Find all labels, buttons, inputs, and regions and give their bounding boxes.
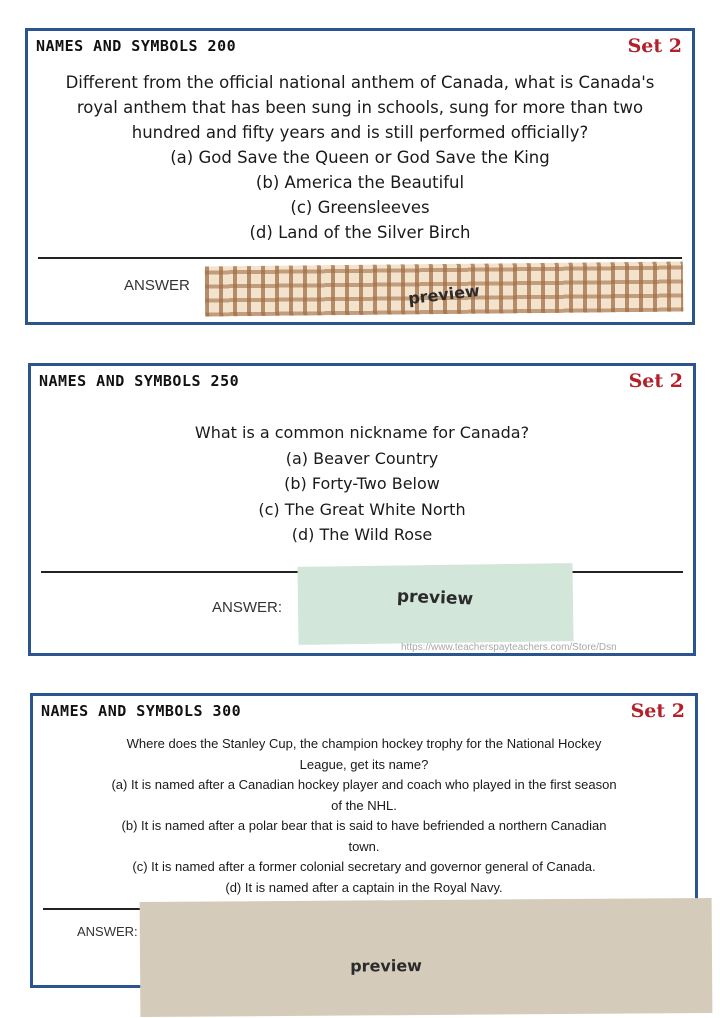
option-a: (a) It is named after a Canadian hockey player and coach who played in the first season xyxy=(111,777,617,792)
preview-tape xyxy=(297,563,573,645)
question-block xyxy=(28,70,692,245)
preview-text: preview xyxy=(396,586,474,610)
question-block xyxy=(31,420,693,548)
option-c: (c) It is named after a former colonial secretary and governor general of Canada. xyxy=(132,859,596,874)
divider-line xyxy=(38,257,682,259)
option-b: (b) It is named after a polar bear that is said to have befriended a northern Canadian xyxy=(121,818,607,833)
option-c: (c) The Great White North xyxy=(258,499,466,519)
preview-tape xyxy=(140,898,713,1017)
option-a-cont: of the NHL. xyxy=(331,797,397,813)
preview-text: preview xyxy=(350,956,422,976)
question-line: Different from the official national anthem of Canada, what is Canada's xyxy=(65,73,655,92)
preview-text: preview xyxy=(407,280,481,308)
card-heading: NAMES AND SYMBOLS 300 xyxy=(41,702,242,720)
set-label: Set 2 xyxy=(630,700,685,722)
option-a: (a) Beaver Country xyxy=(285,448,439,468)
answer-label: ANSWER xyxy=(124,277,190,294)
answer-label: ANSWER: xyxy=(77,924,138,939)
option-b-cont: town. xyxy=(348,838,380,854)
question-line: League, get its name? xyxy=(299,756,429,772)
option-a: (a) God Save the Queen or God Save the King xyxy=(170,148,550,167)
option-b: (b) America the Beautiful xyxy=(255,173,465,192)
question-block xyxy=(33,734,695,898)
question-card-200 xyxy=(25,28,695,325)
option-d: (d) It is named after a captain in the Royal Navy. xyxy=(225,879,503,895)
option-d: (d) Land of the Silver Birch xyxy=(249,223,471,242)
option-c: (c) Greensleeves xyxy=(290,198,430,217)
option-b: (b) Forty-Two Below xyxy=(284,474,440,493)
answer-label: ANSWER: xyxy=(212,599,283,616)
question-line: Where does the Stanley Cup, the champion hockey trophy for the National Hockey xyxy=(126,736,602,751)
source-url: https://www.teacherspayteachers.com/Store/Dsn xyxy=(401,642,617,653)
preview-tape xyxy=(205,261,683,316)
question-card-250 xyxy=(28,363,696,656)
option-d: (d) The Wild Rose xyxy=(291,525,433,544)
question-line: What is a common nickname for Canada? xyxy=(194,423,530,442)
set-label: Set 2 xyxy=(628,370,683,392)
card-heading: NAMES AND SYMBOLS 200 xyxy=(36,37,237,55)
set-label: Set 2 xyxy=(627,35,682,57)
card-heading: NAMES AND SYMBOLS 250 xyxy=(39,372,240,390)
question-line: hundred and fifty years and is still performed officially? xyxy=(131,123,589,142)
question-line: royal anthem that has been sung in schools, sung for more than two xyxy=(76,98,644,117)
